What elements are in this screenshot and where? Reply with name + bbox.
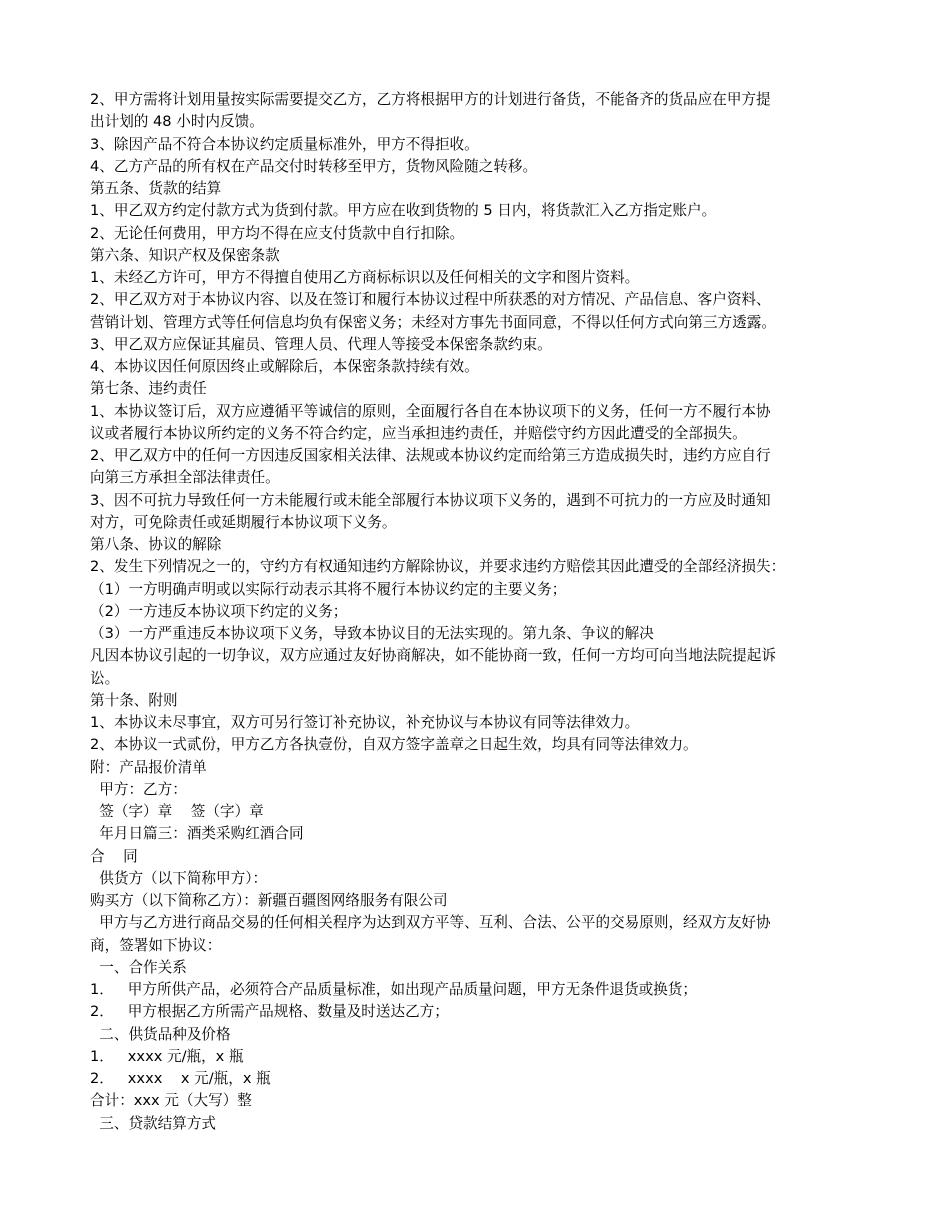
clause-4-item-2-line-1: 2、甲方需将计划用量按实际需要提交乙方，乙方将根据甲方的计划进行备货，不能备齐的货品应在甲方提 [90, 91, 771, 108]
date-and-section-title: 年月日篇三：酒类采购红酒合同 [90, 825, 304, 843]
section-1-item-1: 1． 甲方所供产品，必须符合产品质量标准，如出现产品质量问题，甲方无条件退货或换货； [90, 981, 697, 998]
document-page [90, 89, 860, 1135]
clause-4-item-4: 4、乙方产品的所有权在产品交付时转移至甲方，货物风险随之转移。 [90, 157, 538, 175]
clause-7-item-3-line-1: 3、因不可抗力导致任何一方未能履行或未能全部履行本协议项下义务的，遇到不可抗力的一方应及时通知 [90, 491, 771, 509]
clause-7-item-2-line-1: 2、甲乙双方中的任何一方因违反国家相关法律、法规或本协议约定而给第三方造成损失时，违约方应自行 [90, 447, 771, 464]
clause-5-item-2: 2、无论任何费用，甲方均不得在应支付货款中自行扣除。 [90, 224, 465, 242]
clause-9-text-line-1: 凡因本协议引起的一切争议，双方应通过友好协商解决，如不能协商一致，任何一方均可向当地法院提起诉 [90, 647, 776, 665]
clause-6-item-4: 4、本协议因任何原因终止或解除后，本保密条款持续有效。 [90, 358, 479, 375]
section-1-item-2: 2． 甲方根据乙方所需产品规格、数量及时送达乙方； [90, 1003, 449, 1021]
clause-10-item-2: 2、本协议一式贰份，甲方乙方各执壹份，自双方签字盖章之日起生效，均具有同等法律效力。 [90, 736, 698, 754]
clause-8-sub-1: （1）一方明确声明或以实际行动表示其将不履行本协议约定的主要义务； [90, 580, 567, 598]
preamble-line-1: 甲方与乙方进行商品交易的任何相关程序为达到双方平等、互利、合法、公平的交易原则，经双方友好协 [90, 914, 771, 932]
clause-8-sub-2: （2）一方违反本协议项下约定的义务； [90, 602, 348, 620]
clause-9-text-line-2: 讼。 [90, 669, 120, 687]
clause-6-heading: 第六条、知识产权及保密条款 [90, 246, 280, 264]
signature-seals: 签（字）章 签（字）章 [90, 803, 264, 820]
clause-10-item-1: 1、本协议未尽事宜，双方可另行签订补充协议，补充协议与本协议有同等法律效力。 [90, 714, 640, 731]
clause-5-heading: 第五条、货款的结算 [90, 180, 222, 197]
clause-4-item-3: 3、除因产品不符合本协议约定质量标准外，甲方不得拒收。 [90, 135, 479, 153]
clause-7-item-1-line-1: 1、本协议签订后，双方应遵循平等诚信的原则，全面履行各自在本协议项下的义务，任何一方不履行本协 [90, 402, 771, 420]
price-total: 合计：xxx 元（大写）整 [90, 1092, 252, 1110]
section-1-heading: 一、合作关系 [90, 958, 187, 976]
clause-6-item-1: 1、未经乙方许可，甲方不得擅自使用乙方商标标识以及任何相关的文字和图片资料。 [90, 269, 640, 286]
price-item-2: 2． xxxx x 元/瓶，x 瓶 [90, 1070, 271, 1087]
section-2-heading: 二、供货品种及价格 [90, 1025, 231, 1043]
clause-7-item-3-line-2: 对方，可免除责任或延期履行本协议项下义务。 [90, 513, 397, 531]
clause-8-sub-3: （3）一方严重违反本协议项下义务，导致本协议目的无法实现的。第九条、争议的解决 [90, 625, 654, 642]
buyer-line: 购买方（以下简称乙方）：新疆百疆图网络服务有限公司 [90, 892, 448, 909]
clause-8-item-2: 2、发生下列情况之一的，守约方有权通知违约方解除协议，并要求违约方赔偿其因此遭受的全部经济损失： [90, 558, 786, 576]
price-item-1: 1． xxxx 元/瓶，x 瓶 [90, 1047, 244, 1065]
appendix-label: 附：产品报价清单 [90, 758, 207, 776]
preamble-line-2: 商，签署如下协议： [90, 936, 222, 954]
supplier-line: 供货方（以下简称甲方）： [90, 869, 268, 887]
contract-title: 合 同 [90, 847, 138, 865]
clause-7-heading: 第七条、违约责任 [90, 380, 207, 398]
clause-4-item-2-line-2: 出计划的 48 小时内反馈。 [90, 113, 264, 131]
clause-6-item-2-line-1: 2、甲乙双方对于本协议内容、以及在签订和履行本协议过程中所获悉的对方情况、产品信息、客户资料、 [90, 291, 771, 309]
clause-8-heading: 第八条、协议的解除 [90, 536, 222, 553]
clause-6-item-3: 3、甲乙双方应保证其雇员、管理人员、代理人等接受本保密条款约束。 [90, 335, 552, 353]
section-3-heading: 三、贷款结算方式 [90, 1114, 217, 1132]
signature-parties: 甲方：乙方： [90, 780, 187, 798]
clause-5-item-1: 1、甲乙双方约定付款方式为货到付款。甲方应在收到货物的 5 日内，将货款汇入乙方指定账户。 [90, 202, 717, 220]
clause-10-heading: 第十条、附则 [90, 691, 178, 709]
clause-7-item-1-line-2: 议或者履行本协议所约定的义务不符合约定，应当承担违约责任，并赔偿守约方因此遭受的全部损失。 [90, 424, 747, 442]
clause-7-item-2-line-2: 向第三方承担全部法律责任。 [90, 469, 280, 487]
clause-6-item-2-line-2: 营销计划、管理方式等任何信息均负有保密义务；未经对方事先书面同意，不得以任何方式向第三方透露。 [90, 313, 776, 331]
